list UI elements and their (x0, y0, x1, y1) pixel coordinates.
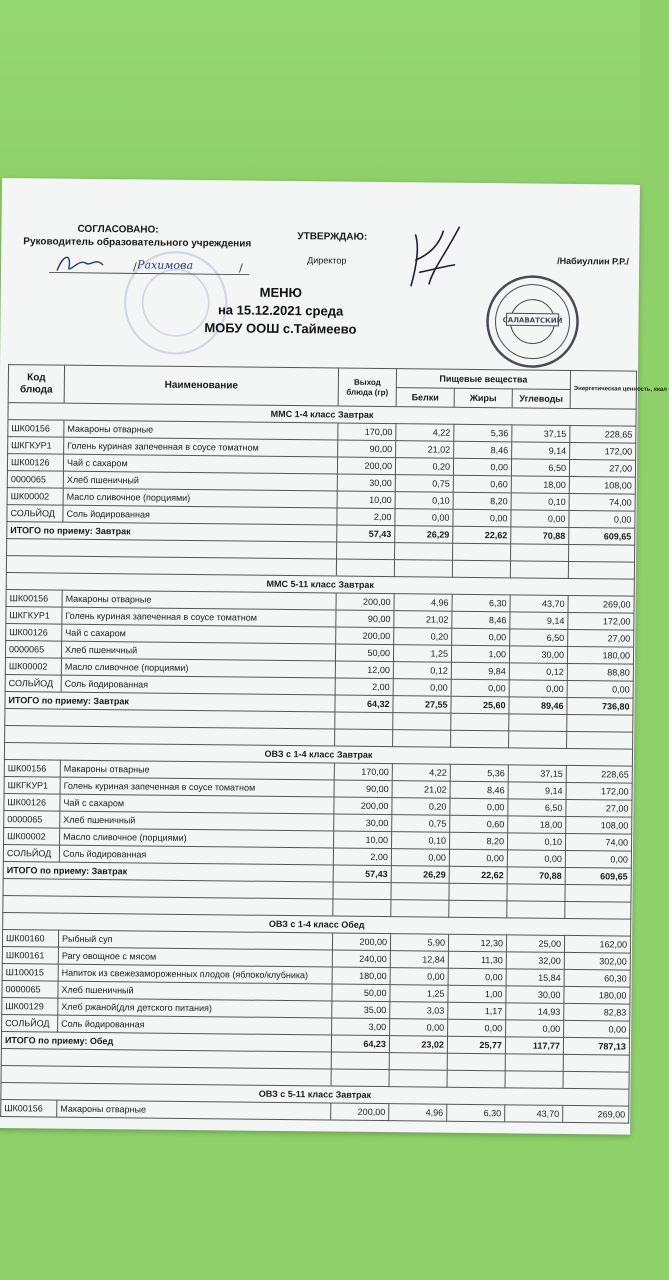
dish-carbs: 6,50 (508, 799, 566, 817)
dish-name: Соль йодированная (63, 505, 337, 525)
dish-carbs: 6,50 (510, 629, 568, 647)
total-label: ИТОГО по приему: Завтрак (7, 522, 337, 542)
blank-cell (449, 900, 507, 918)
blank-cell (507, 884, 565, 902)
menu-title: МЕНЮ (259, 284, 303, 301)
dish-name: Чай с сахаром (63, 454, 337, 474)
dish-carbs: 37,15 (508, 765, 566, 783)
total-proteins: 27,55 (393, 696, 451, 714)
dish-code: СОЛЬЙОД (5, 675, 61, 693)
svg-text:Рахимова: Рахимова (137, 258, 194, 273)
dish-output: 200,00 (334, 797, 392, 815)
dish-fats: 8,20 (453, 492, 511, 510)
dish-fats: 0,60 (450, 815, 508, 833)
dish-output: 2,00 (337, 508, 395, 526)
dish-fats: 0,00 (453, 458, 511, 476)
name-column-header: Наименование (64, 365, 338, 406)
school-name: МОБУ ООШ с.Таймеево (204, 320, 357, 337)
head-of-institution: Руководитель образовательного учреждения (23, 236, 252, 250)
menu-table (0, 364, 668, 1124)
section-title: ОВЗ с 1-4 класс Обед (3, 913, 631, 937)
dish-fats: 0,00 (451, 679, 509, 697)
dish-energy: 0,00 (565, 850, 631, 868)
dish-proteins: 0,75 (395, 475, 453, 493)
dish-code: ШКГКУР1 (6, 607, 62, 625)
dish-name: Соль йодированная (61, 675, 335, 695)
dish-fats: 8,46 (452, 611, 510, 629)
dish-energy: 74,00 (565, 833, 631, 851)
dish-code: ШК00161 (2, 947, 58, 965)
total-carbs: 70,88 (511, 527, 569, 545)
section-title: ОВЗ с 1-4 класс Завтрак (4, 743, 632, 767)
dish-code: ШК00156 (4, 760, 60, 778)
dish-carbs: 43,70 (510, 595, 568, 613)
blank-cell (447, 1053, 505, 1071)
green-wall (0, 0, 640, 180)
blank-cell (447, 1070, 505, 1088)
total-fats: 22,62 (449, 866, 507, 884)
dish-proteins: 1,25 (393, 645, 451, 663)
dish-carbs: 37,15 (512, 425, 570, 443)
dish-carbs: 15,84 (506, 969, 564, 987)
dish-code: ШК00156 (1, 1100, 57, 1118)
blank-cell (337, 542, 395, 560)
dish-fats: 5,36 (450, 764, 508, 782)
blank-cell (511, 544, 569, 562)
blank-cell (336, 559, 394, 577)
dish-fats: 8,20 (449, 832, 507, 850)
dish-output: 2,00 (335, 678, 393, 696)
dish-proteins: 0,00 (391, 849, 449, 867)
dish-name: Макароны отварные (62, 590, 336, 610)
dish-energy: 108,00 (566, 816, 632, 834)
dish-code: СОЛЬЙОД (7, 505, 63, 523)
blank-cell (335, 712, 393, 730)
dish-output: 2,00 (333, 848, 391, 866)
dish-energy: 228,65 (570, 425, 636, 443)
dish-code: ШКГКУР1 (4, 777, 60, 795)
fats-column-header: Жиры (454, 388, 512, 408)
energy-column-header: Энергетическая ценность, ккал (570, 370, 636, 409)
blank-cell (333, 899, 391, 917)
dish-proteins: 3,03 (390, 1002, 448, 1020)
dish-name: Голень куриная запеченная в соусе томатном (64, 437, 338, 457)
blank-cell (389, 1070, 447, 1088)
menu-sheet (0, 178, 668, 1135)
blank-cell (391, 883, 449, 901)
dish-fats: 8,46 (450, 781, 508, 799)
total-output: 57,43 (333, 865, 391, 883)
dish-fats: 9,84 (451, 662, 509, 680)
dish-output: 200,00 (336, 627, 394, 645)
agreed-signature (49, 250, 249, 280)
blank-cell (389, 1053, 447, 1071)
dish-code: ШК00129 (2, 998, 58, 1016)
dish-output: 30,00 (337, 474, 395, 492)
blank-cell (510, 561, 568, 579)
blank-cell (393, 730, 451, 748)
dish-fats: 1,17 (448, 1002, 506, 1020)
dish-name: Соль йодированная (58, 1015, 332, 1035)
dish-energy: 180,00 (564, 986, 630, 1004)
blank-cell (331, 1069, 389, 1087)
total-carbs: 117,77 (505, 1037, 563, 1055)
dish-proteins: 0,10 (395, 492, 453, 510)
blank-cell (394, 560, 452, 578)
dish-output: 12,00 (335, 661, 393, 679)
blank-cell (391, 900, 449, 918)
dish-energy: 27,00 (568, 629, 634, 647)
blank-cell (505, 1054, 563, 1072)
dish-output: 10,00 (334, 831, 392, 849)
dish-energy: 162,00 (564, 935, 630, 953)
dish-code: ШК00126 (4, 794, 60, 812)
dish-energy: 172,00 (566, 782, 632, 800)
nutrients-column-header: Пищевые вещества (396, 369, 570, 390)
dish-name: Чай с сахаром (60, 794, 334, 814)
dish-carbs: 0,10 (507, 833, 565, 851)
total-output: 64,32 (335, 695, 393, 713)
code-column-header: Код блюда (8, 365, 64, 404)
dish-code: ШКГКУР1 (8, 437, 64, 455)
dish-code: ШК00126 (6, 624, 62, 642)
dish-name: Хлеб пшеничный (63, 471, 337, 491)
dish-proteins: 0,00 (390, 1019, 448, 1037)
dish-fats: 1,00 (448, 985, 506, 1003)
total-fats: 22,62 (453, 526, 511, 544)
dish-proteins: 4,22 (396, 424, 454, 442)
total-energy: 609,65 (565, 867, 631, 885)
blank-cell (331, 1052, 389, 1070)
dish-carbs: 0,00 (511, 510, 569, 528)
dish-proteins: 0,00 (393, 679, 451, 697)
dish-output: 200,00 (331, 1103, 389, 1121)
agreed-label: СОГЛАСОВАНО: (77, 223, 159, 236)
dish-carbs: 9,14 (512, 442, 570, 460)
dish-fats: 5,36 (454, 424, 512, 442)
dish-proteins: 0,20 (395, 458, 453, 476)
dish-energy: 0,00 (569, 510, 635, 528)
carbs-column-header: Углеводы (512, 389, 570, 409)
dish-output: 170,00 (338, 423, 396, 441)
dish-carbs: 30,00 (509, 646, 567, 664)
dish-code: СОЛЬЙОД (3, 845, 59, 863)
total-output: 64,23 (331, 1035, 389, 1053)
output-column-header: Выход блюда (гр) (338, 368, 396, 407)
total-label: ИТОГО по приему: Обед (1, 1032, 331, 1052)
dish-proteins: 21,02 (392, 781, 450, 799)
dish-name: Масло сливочное (порциями) (60, 828, 334, 848)
dish-carbs: 43,70 (505, 1105, 563, 1123)
dish-name: Хлеб ржаной(для детского питания) (58, 998, 332, 1018)
total-label: ИТОГО по приему: Завтрак (5, 692, 335, 712)
total-energy: 787,13 (563, 1037, 629, 1055)
dish-proteins: 4,22 (392, 764, 450, 782)
dish-proteins: 0,20 (392, 798, 450, 816)
dish-code: 0000065 (4, 811, 60, 829)
dish-output: 30,00 (334, 814, 392, 832)
dish-output: 10,00 (337, 491, 395, 509)
dish-energy: 0,00 (567, 680, 633, 698)
blank-cell (509, 731, 567, 749)
dish-fats: 1,00 (451, 645, 509, 663)
official-round-stamp (484, 273, 581, 370)
total-carbs: 89,46 (509, 697, 567, 715)
dish-fats: 0,00 (449, 849, 507, 867)
dish-fats: 6,30 (447, 1104, 505, 1122)
dish-energy: 108,00 (569, 476, 635, 494)
dish-name: Рыбный суп (58, 930, 332, 950)
dish-name: Голень куриная запеченная в соусе томатном (60, 777, 334, 797)
approve-label: УТВЕРЖДАЮ: (297, 231, 368, 243)
dish-name: Макароны отварные (57, 1100, 331, 1120)
dish-proteins: 0,12 (393, 662, 451, 680)
dish-energy: 228,65 (566, 765, 632, 783)
dish-proteins: 5,90 (390, 934, 448, 952)
blank-cell (453, 543, 511, 561)
dish-carbs: 0,00 (509, 680, 567, 698)
dish-fats: 8,46 (454, 441, 512, 459)
dish-proteins: 0,00 (390, 968, 448, 986)
blank-cell (567, 731, 633, 749)
proteins-column-header: Белки (396, 388, 454, 408)
blank-cell (568, 561, 634, 579)
svg-text:/: / (133, 260, 137, 274)
blank-cell (335, 729, 393, 747)
dish-output: 35,00 (332, 1001, 390, 1019)
dish-output: 200,00 (336, 593, 394, 611)
total-carbs: 70,88 (507, 867, 565, 885)
section-title: ММС 5-11 класс Завтрак (6, 573, 634, 597)
total-energy: 609,65 (569, 527, 635, 545)
dish-carbs: 14,93 (506, 1003, 564, 1021)
dish-name: Хлеб пшеничный (61, 641, 335, 661)
dish-code: ШК00002 (7, 488, 63, 506)
dish-name: Чай с сахаром (62, 624, 336, 644)
dish-fats: 6,30 (452, 594, 510, 612)
section-title: ОВЗ с 5-11 класс Завтрак (1, 1083, 629, 1107)
dish-output: 180,00 (332, 967, 390, 985)
dish-code: Ш100015 (2, 964, 58, 982)
dish-carbs: 18,00 (508, 816, 566, 834)
dish-carbs: 32,00 (506, 952, 564, 970)
dish-proteins: 1,25 (390, 985, 448, 1003)
blank-cell (563, 1071, 629, 1089)
dish-output: 50,00 (335, 644, 393, 662)
dish-name: Макароны отварные (60, 760, 334, 780)
dish-carbs: 9,14 (508, 782, 566, 800)
dish-energy: 172,00 (570, 442, 636, 460)
dish-output: 90,00 (338, 440, 396, 458)
dish-name: Макароны отварные (64, 420, 338, 440)
dish-name: Рагу овощное с мясом (58, 947, 332, 967)
section-title: ММС 1-4 класс Завтрак (8, 403, 636, 427)
total-proteins: 23,02 (389, 1036, 447, 1054)
dish-energy: 88,80 (567, 663, 633, 681)
blank-cell (565, 884, 631, 902)
dish-code: ШК00002 (5, 658, 61, 676)
dish-name: Масло сливочное (порциями) (61, 658, 335, 678)
dish-fats: 0,00 (452, 628, 510, 646)
total-output: 57,43 (337, 525, 395, 543)
dish-code: 0000065 (2, 981, 58, 999)
dish-output: 200,00 (332, 933, 390, 951)
blank-cell (565, 901, 631, 919)
blank-cell (452, 560, 510, 578)
total-fats: 25,77 (447, 1036, 505, 1054)
dish-energy: 27,00 (569, 459, 635, 477)
svg-text:САЛАВАТСКИЙ: САЛАВАТСКИЙ (502, 316, 563, 325)
dish-carbs: 0,10 (511, 493, 569, 511)
dish-fats: 0,00 (448, 968, 506, 986)
dish-name: Соль йодированная (59, 845, 333, 865)
blank-cell (333, 882, 391, 900)
dish-proteins: 4,96 (394, 594, 452, 612)
dish-carbs: 9,14 (510, 612, 568, 630)
blank-cell (567, 714, 633, 732)
dish-fats: 0,00 (448, 1019, 506, 1037)
dish-name: Голень куриная запеченная в соусе томатном (62, 607, 336, 627)
dish-output: 170,00 (334, 763, 392, 781)
dish-name: Масло сливочное (порциями) (63, 488, 337, 508)
dish-proteins: 12,84 (390, 951, 448, 969)
svg-text:/: / (239, 261, 243, 275)
dish-energy: 180,00 (567, 646, 633, 664)
dish-proteins: 0,20 (394, 628, 452, 646)
dish-carbs: 6,50 (511, 459, 569, 477)
dish-fats: 0,00 (453, 509, 511, 527)
dish-code: 0000065 (7, 471, 63, 489)
dish-output: 90,00 (336, 610, 394, 628)
dish-fats: 12,30 (448, 934, 506, 952)
dish-output: 50,00 (332, 984, 390, 1002)
dish-proteins: 0,10 (391, 832, 449, 850)
director-name: /Набиуллин Р.Р./ (557, 255, 629, 267)
dish-code: 0000065 (5, 641, 61, 659)
dish-energy: 302,00 (564, 952, 630, 970)
dish-proteins: 0,00 (395, 509, 453, 527)
dish-carbs: 25,00 (506, 935, 564, 953)
dish-output: 240,00 (332, 950, 390, 968)
dish-code: СОЛЬЙОД (2, 1015, 58, 1033)
blank-cell (509, 714, 567, 732)
blank-cell (393, 713, 451, 731)
dish-proteins: 4,96 (389, 1104, 447, 1122)
director-label: Директор (307, 255, 347, 266)
dish-energy: 74,00 (569, 493, 635, 511)
blank-cell (395, 543, 453, 561)
total-label: ИТОГО по приему: Завтрак (3, 862, 333, 882)
dish-name: Хлеб пшеничный (60, 811, 334, 831)
blank-cell (451, 730, 509, 748)
dish-carbs: 0,00 (506, 1020, 564, 1038)
dish-carbs: 0,00 (507, 850, 565, 868)
menu-date: на 15.12.2021 среда (217, 302, 344, 319)
dish-code: ШК00156 (6, 590, 62, 608)
dish-code: ШК00156 (8, 420, 64, 438)
total-energy: 736,80 (567, 697, 633, 715)
blank-cell (451, 713, 509, 731)
total-proteins: 26,29 (395, 526, 453, 544)
dish-energy: 172,00 (568, 612, 634, 630)
total-fats: 25,60 (451, 696, 509, 714)
dish-output: 90,00 (334, 780, 392, 798)
dish-proteins: 21,02 (394, 611, 452, 629)
total-proteins: 26,29 (391, 866, 449, 884)
blank-cell (505, 1071, 563, 1089)
director-signature (399, 224, 470, 295)
dish-carbs: 30,00 (506, 986, 564, 1004)
dish-carbs: 0,12 (509, 663, 567, 681)
dish-energy: 27,00 (566, 799, 632, 817)
dish-fats: 0,60 (453, 475, 511, 493)
dish-proteins: 0,75 (392, 815, 450, 833)
dish-energy: 60,30 (564, 969, 630, 987)
dish-name: Хлеб пшеничный (58, 981, 332, 1001)
dish-output: 3,00 (332, 1018, 390, 1036)
dish-proteins: 21,02 (396, 441, 454, 459)
blank-cell (449, 883, 507, 901)
dish-energy: 269,00 (563, 1105, 629, 1123)
dish-fats: 0,00 (450, 798, 508, 816)
dish-energy: 269,00 (568, 595, 634, 613)
blank-cell (569, 544, 635, 562)
dish-output: 200,00 (337, 457, 395, 475)
dish-name: Напиток из свежезамороженных плодов (яблоко/клубника) (58, 964, 332, 984)
dish-code: ШК00002 (4, 828, 60, 846)
dish-code: ШК00160 (2, 930, 58, 948)
dish-carbs: 18,00 (511, 476, 569, 494)
dish-energy: 82,83 (564, 1003, 630, 1021)
blank-cell (507, 901, 565, 919)
dish-code: ШК00126 (7, 454, 63, 472)
blank-cell (563, 1054, 629, 1072)
dish-energy: 0,00 (564, 1020, 630, 1038)
dish-fats: 11,30 (448, 951, 506, 969)
